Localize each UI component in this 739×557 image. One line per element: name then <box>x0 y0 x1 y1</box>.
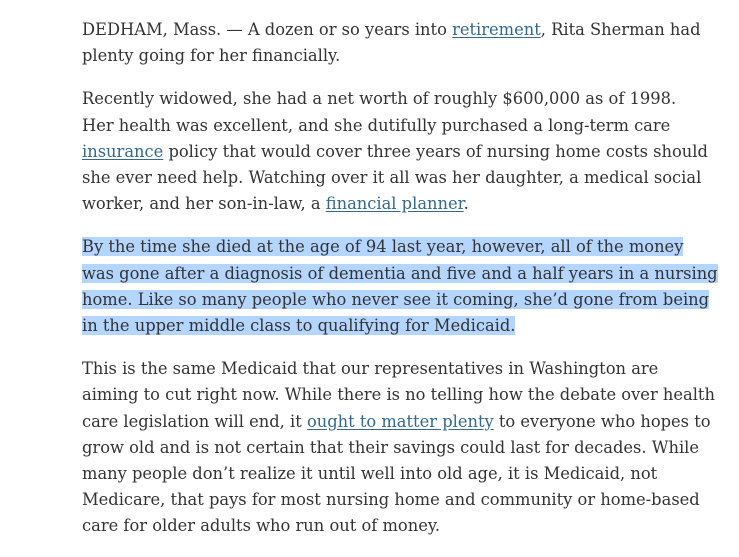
text-line: Medicare, that pays for most nursing home and community or home-based <box>82 490 700 510</box>
text-line: aiming to cut right now. While there is no telling how the debate over health <box>82 385 715 405</box>
insurance-link[interactable]: insurance <box>82 141 164 161</box>
text-segment: DEDHAM, Mass. — A dozen or so years into <box>82 20 453 39</box>
paragraph-3-highlighted[interactable] <box>82 234 718 339</box>
text-line: many people don’t realize it until well into old age, it is Medicaid, not <box>82 464 658 484</box>
selected-text[interactable]: was gone after a diagnosis of dementia and five and a half years in a nursing <box>82 263 718 283</box>
text-line <box>82 234 682 260</box>
text-line <box>82 139 708 165</box>
text-segment: to everyone who hopes to <box>493 411 711 431</box>
paragraph-2 <box>82 86 708 217</box>
paragraph-4 <box>82 356 715 539</box>
paragraph-1 <box>82 17 701 69</box>
article-body <box>82 17 718 557</box>
text-line <box>82 287 710 313</box>
text-line <box>82 17 701 43</box>
selected-text[interactable]: By the time she died at the age of 94 last year, however, all of the money <box>82 237 684 257</box>
text-line: Recently widowed, she had a net worth of roughly $600,000 as of 1998. <box>82 89 677 109</box>
text-line: grow old and is not certain that their savings could last for decades. While <box>82 437 700 457</box>
text-segment: policy that would cover three years of nursing home costs should <box>163 141 708 161</box>
text-line: Her health was excellent, and she dutifully purchased a long-term care <box>82 115 671 135</box>
text-line: care for older adults who run out of money. <box>82 516 441 536</box>
financial-planner-link[interactable]: financial planner <box>325 194 464 214</box>
ought-to-matter-plenty-link[interactable]: ought to matter plenty <box>306 411 494 431</box>
text-segment: worker, and her son-in-law, a <box>82 194 326 214</box>
text-line <box>82 409 711 435</box>
text-line <box>82 261 718 287</box>
selected-text[interactable]: home. Like so many people who never see it coming, she’d gone from being <box>82 289 710 309</box>
text-line: she ever need help. Watching over it all was her daughter, a medical social <box>82 168 702 188</box>
text-segment: , Rita Sherman had <box>540 20 701 39</box>
text-line <box>82 313 682 339</box>
retirement-link[interactable]: retirement <box>452 20 541 39</box>
text-segment: care legislation will end, it <box>82 411 307 431</box>
text-line: plenty going for her financially. <box>82 46 341 66</box>
text-line: This is the same Medicaid that our representatives in Washington are <box>82 359 659 379</box>
selected-text[interactable]: in the upper middle class to qualifying for Medicaid. <box>82 316 516 336</box>
text-line <box>82 191 682 217</box>
text-segment: . <box>463 194 469 214</box>
